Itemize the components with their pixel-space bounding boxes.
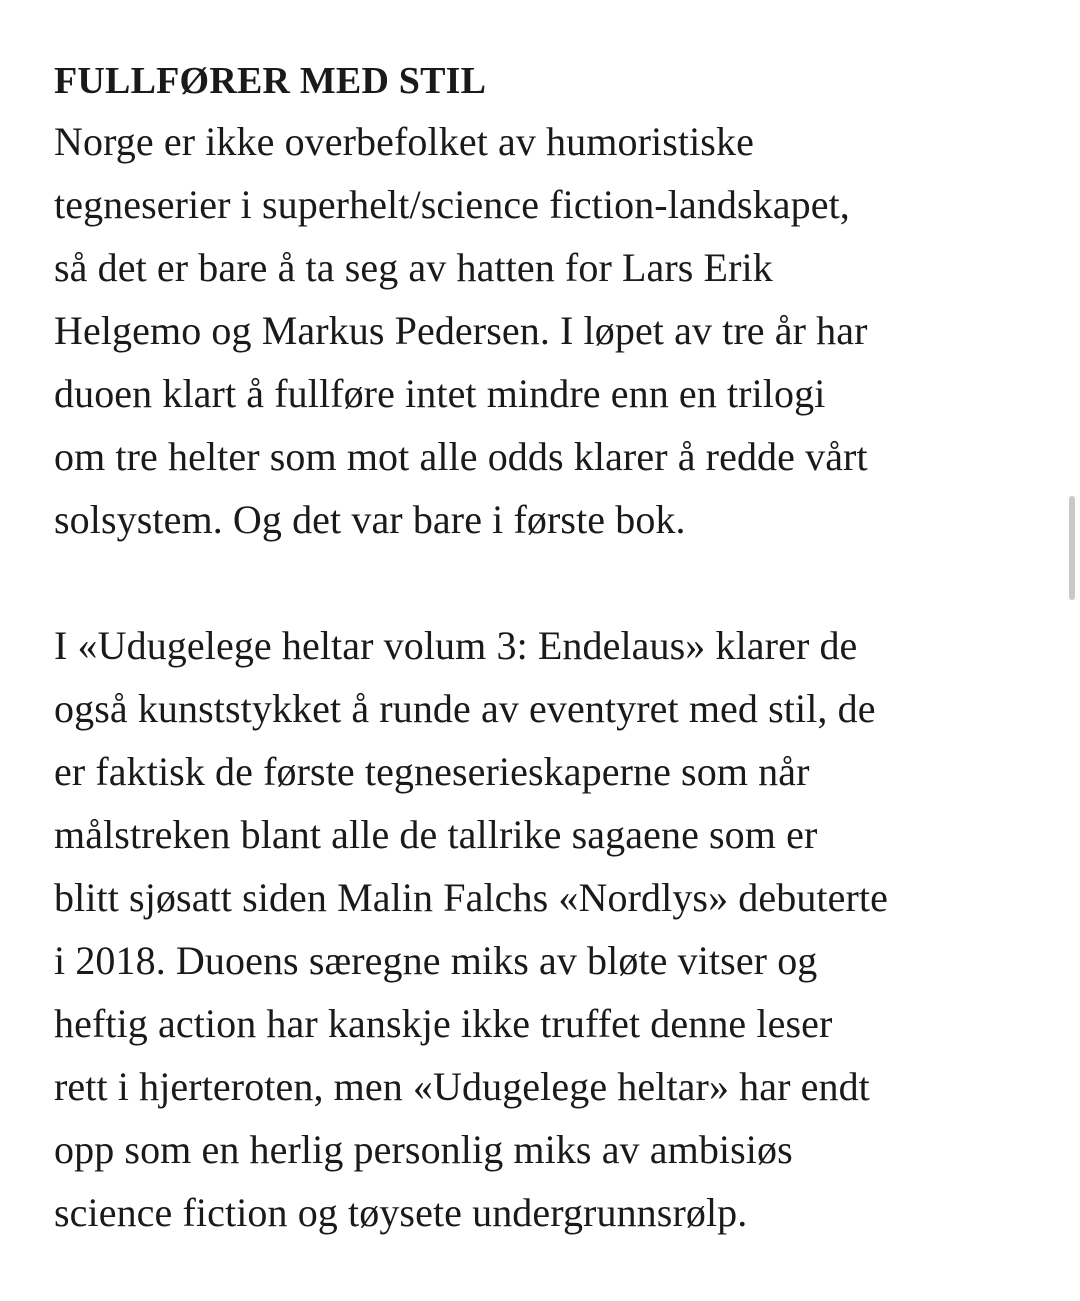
- section-heading: FULLFØRER MED STIL: [54, 60, 487, 102]
- paragraph-line: solsystem. Og det var bare i første bok.: [54, 497, 686, 542]
- scrollbar-thumb[interactable]: [1069, 496, 1075, 600]
- paragraph-line: om tre helter som mot alle odds klarer å redde vårt: [54, 434, 868, 479]
- paragraph-line: også kunststykket å runde av eventyret med stil, de: [54, 686, 876, 731]
- paragraph-line: blitt sjøsatt siden Malin Falchs «Nordlys» debuterte: [54, 875, 888, 920]
- paragraph-line: så det er bare å ta seg av hatten for Lars Erik: [54, 245, 773, 290]
- paragraph-line: målstreken blant alle de tallrike sagaene som er: [54, 812, 818, 857]
- paragraph-line: opp som en herlig personlig miks av ambisiøs: [54, 1127, 793, 1172]
- paragraph-line: I «Udugelege heltar volum 3: Endelaus» klarer de: [54, 623, 858, 668]
- paragraph-line: duoen klart å fullføre intet mindre enn en trilogi: [54, 371, 826, 416]
- paragraph-line: rett i hjerteroten, men «Udugelege heltar» har endt: [54, 1064, 870, 1109]
- paragraph-line: i 2018. Duoens særegne miks av bløte vitser og: [54, 938, 818, 983]
- paragraph-2: [54, 614, 1044, 1244]
- paragraph-line: Norge er ikke overbefolket av humoristiske: [54, 119, 754, 164]
- paragraph-line: Helgemo og Markus Pedersen. I løpet av tre år har: [54, 308, 868, 353]
- paragraph-line: er faktisk de første tegneserieskaperne som når: [54, 749, 810, 794]
- paragraph-line: science fiction og tøysete undergrunnsrølp.: [54, 1190, 748, 1235]
- article-body: [54, 52, 1044, 1244]
- paragraph-1: [54, 110, 1044, 551]
- paragraph-line: tegneserier i superhelt/science fiction-landskapet,: [54, 182, 850, 227]
- paragraph-line: heftig action har kanskje ikke truffet denne leser: [54, 1001, 833, 1046]
